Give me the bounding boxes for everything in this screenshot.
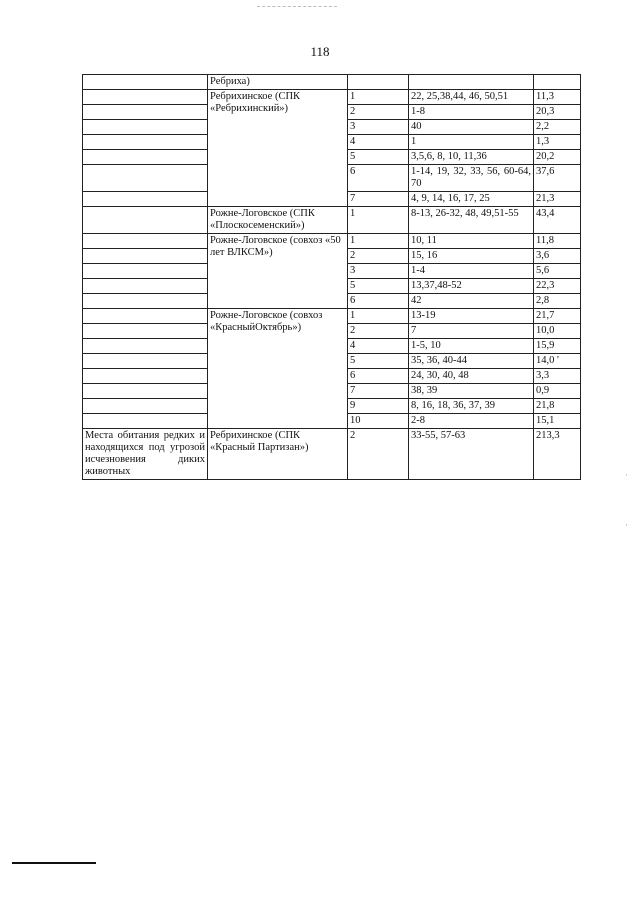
table-cell [83, 192, 208, 207]
table-cell [83, 309, 208, 324]
table-cell-area: 3,3 [534, 369, 581, 384]
table-cell-district: Ребрихинское (СПК «Ребрихинский») [208, 90, 348, 207]
table-row [83, 309, 581, 324]
table-cell-section: 2 [348, 324, 409, 339]
table-cell-section: 2 [348, 429, 409, 480]
table-cell-section: 3 [348, 120, 409, 135]
table-cell-plots: 33-55, 57-63 [409, 429, 534, 480]
table-cell-section: 6 [348, 294, 409, 309]
table-row [83, 90, 581, 105]
table-cell-section: 5 [348, 279, 409, 294]
margin-mark: · [625, 520, 628, 530]
table-cell-section: 5 [348, 150, 409, 165]
table-cell-plots: 38, 39 [409, 384, 534, 399]
table-cell-area: 11,8 [534, 234, 581, 249]
table-cell [83, 234, 208, 249]
table-cell-area: 43,4 [534, 207, 581, 234]
table-cell [83, 294, 208, 309]
table-cell-area: 3,6 [534, 249, 581, 264]
table-cell-section: 1 [348, 207, 409, 234]
table-cell [83, 165, 208, 192]
table-cell [83, 279, 208, 294]
table-cell [83, 339, 208, 354]
table-cell-area: 20,3 [534, 105, 581, 120]
table-cell-section: 4 [348, 135, 409, 150]
table-cell-plots: 7 [409, 324, 534, 339]
table-cell-area: 21,7 [534, 309, 581, 324]
table-cell-district: Рожне-Логовское (СПК «Плоскосеменский») [208, 207, 348, 234]
table-cell-district: Рожне-Логовское (совхоз «50 лет ВЛКСМ») [208, 234, 348, 309]
table-cell-plots: 8, 16, 18, 36, 37, 39 [409, 399, 534, 414]
table-row [83, 207, 581, 234]
table-row [83, 429, 581, 480]
table-cell-plots: 1-14, 19, 32, 33, 56, 60-64, 70 [409, 165, 534, 192]
protected-areas-table [82, 74, 581, 480]
table-cell [83, 105, 208, 120]
table-cell-plots: 4, 9, 14, 16, 17, 25 [409, 192, 534, 207]
table-row [83, 234, 581, 249]
table-cell-plots: 8-13, 26-32, 48, 49,51-55 [409, 207, 534, 234]
table-cell [83, 399, 208, 414]
margin-mark: · [625, 470, 628, 480]
table-cell-section: 1 [348, 234, 409, 249]
table-cell [83, 369, 208, 384]
table-cell-area: 2,2 [534, 120, 581, 135]
table-cell-plots: 3,5,6, 8, 10, 11,36 [409, 150, 534, 165]
table-cell [83, 249, 208, 264]
table-cell-area [534, 75, 581, 90]
table-cell-plots: 13,37,48-52 [409, 279, 534, 294]
table-cell-plots [409, 75, 534, 90]
table-cell-plots: 1 [409, 135, 534, 150]
table-cell-area: 14,0 ' [534, 354, 581, 369]
table-cell-section: 1 [348, 309, 409, 324]
footnote-rule [12, 862, 96, 864]
table-cell-area: 213,3 [534, 429, 581, 480]
table-cell-section: 9 [348, 399, 409, 414]
table-cell-area: 37,6 [534, 165, 581, 192]
table-cell [83, 384, 208, 399]
table-cell-plots: 2-8 [409, 414, 534, 429]
table-cell-plots: 1-5, 10 [409, 339, 534, 354]
table-cell-category: Места обитания редких и находящихся под угрозой исчезновения диких животных [83, 429, 208, 480]
table-cell-area: 5,6 [534, 264, 581, 279]
table-cell-area: 1,3 [534, 135, 581, 150]
table-cell-section: 2 [348, 105, 409, 120]
table-cell-area: 21,8 [534, 399, 581, 414]
table-row [83, 75, 581, 90]
table-body [83, 75, 581, 480]
table-cell-plots: 13-19 [409, 309, 534, 324]
table-cell-plots: 22, 25,38,44, 46, 50,51 [409, 90, 534, 105]
table-cell [83, 207, 208, 234]
table-cell [83, 75, 208, 90]
table-cell-area: 15,9 [534, 339, 581, 354]
table-cell-plots: 10, 11 [409, 234, 534, 249]
table-cell-section [348, 75, 409, 90]
table-cell-plots: 15, 16 [409, 249, 534, 264]
table-cell-area: 11,3 [534, 90, 581, 105]
table-cell-area: 15,1 [534, 414, 581, 429]
table-cell-plots: 1-4 [409, 264, 534, 279]
table-cell-area: 22,3 [534, 279, 581, 294]
table-cell-section: 5 [348, 354, 409, 369]
table-cell [83, 324, 208, 339]
top-scan-mark [257, 6, 337, 9]
table-cell-area: 20,2 [534, 150, 581, 165]
table-cell-plots: 42 [409, 294, 534, 309]
table-cell-district: Ребриха) [208, 75, 348, 90]
table-cell [83, 120, 208, 135]
table-cell-section: 3 [348, 264, 409, 279]
table-cell-district: Рожне-Логовское (совхоз «КрасныйОктябрь») [208, 309, 348, 429]
table-cell-section: 4 [348, 339, 409, 354]
table-cell-section: 6 [348, 165, 409, 192]
table-cell-district: Ребрихинское (СПК «Красный Партизан») [208, 429, 348, 480]
table-cell-plots: 24, 30, 40, 48 [409, 369, 534, 384]
table-cell-area: 21,3 [534, 192, 581, 207]
table-cell-plots: 35, 36, 40-44 [409, 354, 534, 369]
table-cell-area: 0,9 [534, 384, 581, 399]
table-cell [83, 414, 208, 429]
table-cell-plots: 40 [409, 120, 534, 135]
table-cell-area: 10,0 [534, 324, 581, 339]
table-cell-plots: 1-8 [409, 105, 534, 120]
table-cell-section: 7 [348, 384, 409, 399]
table-cell-section: 1 [348, 90, 409, 105]
table-cell-section: 2 [348, 249, 409, 264]
table-cell [83, 354, 208, 369]
table-cell [83, 264, 208, 279]
table-cell-section: 10 [348, 414, 409, 429]
table-cell-section: 7 [348, 192, 409, 207]
table-cell [83, 135, 208, 150]
table-cell [83, 90, 208, 105]
page-number: 118 [310, 44, 330, 59]
table-cell-area: 2,8 [534, 294, 581, 309]
table-cell-section: 6 [348, 369, 409, 384]
table-cell [83, 150, 208, 165]
